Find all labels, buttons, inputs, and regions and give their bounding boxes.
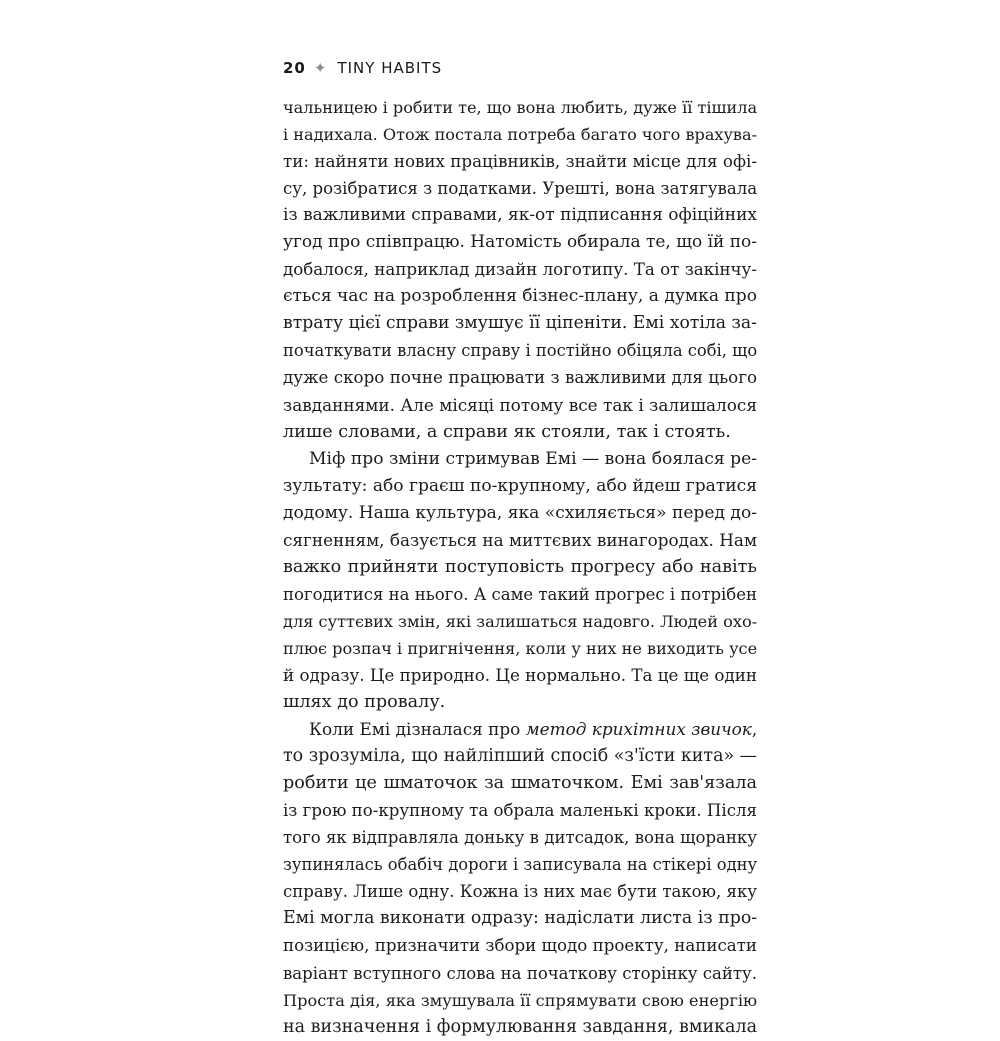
italic-method-name: метод крихітних звичок [525, 719, 752, 740]
text-line: і надихала. Отож постала потреба багато чого врахува- [283, 125, 757, 145]
text-line: чальницею і робити те, що вона любить, дуже її тішила [283, 98, 758, 117]
text-line: угод про співпрацю. Натомість обирала те, що їй по- [283, 232, 757, 253]
text-line: зультату: або граєш по-крупному, або йдеш гратися [283, 475, 757, 496]
text-line: Проста дія, яка змушувала її спрямувати свою енергію [283, 990, 758, 1010]
text-line: робити це шматочок за шматочком. Емі зав'язала [283, 773, 757, 794]
text-line: для суттєвих змін, які залишаться надовго. Людей охо- [283, 611, 758, 631]
body-text [283, 94, 757, 1041]
page-number: 20 [283, 59, 306, 77]
text-line: су, розібратися з податками. Урешті, вона затягувала [283, 179, 758, 199]
text-line: дуже скоро почне працювати з важливими для цього [283, 367, 757, 388]
text-line: варіант вступного слова на початкову сторінку сайту. [283, 963, 757, 983]
text-line: зупинялась обабіч дороги і записувала на стікері одну [283, 855, 758, 875]
text-line: сягненням, базується на миттєвих винагородах. Нам [283, 529, 758, 550]
text-line: на визначення і формулювання завдання, вмикала [283, 1016, 757, 1037]
text-line: додому. Наша культура, яка «схиляється» перед до- [283, 502, 757, 523]
paragraph-start-line: Міф про зміни стримував Емі — вона боялася ре- [309, 448, 757, 469]
text-line: того як відправляла доньку в дитсадок, вона щоранку [283, 828, 757, 848]
text-line: із грою по-крупному та обрала маленькі кроки. Після [283, 801, 757, 821]
text-line: важко прийняти поступовість прогресу або навіть [283, 556, 757, 577]
text-line: то зрозуміла, що найліпший спосіб «з'їсти кита» — [283, 746, 758, 767]
text-line: плює розпач і пригнічення, коли у них не виходить усе [283, 638, 758, 658]
text-line: початкувати власну справу і постійно обіцяла собі, що [283, 341, 758, 361]
running-head [283, 59, 442, 77]
text-line: погодитися на нього. А саме такий прогрес і потрібен [283, 584, 757, 604]
text-line: завданнями. Але місяці потому все так і залишалося [283, 394, 757, 415]
text-line: й одразу. Це природно. Це нормально. Та це ще один [283, 664, 757, 685]
text-line: справу. Лише одну. Кожна із них має бути такою, яку [283, 882, 757, 902]
paragraph-end-line: лише словами, а справи як стояли, так і стоять. [283, 421, 731, 442]
text-line: ти: найняти нових працівників, знайти місце для офі- [283, 151, 757, 172]
paragraph-end-line: шлях до провалу. [283, 692, 446, 713]
star-separator-icon: ✦ [313, 59, 328, 77]
text-line: із важливими справами, як-от підписання офіційних [283, 205, 757, 226]
text-line: втрату цієї справи змушує її ціпеніти. Емі хотіла за- [283, 313, 757, 334]
text-line: позицією, призначити збори щодо проекту, написати [283, 936, 757, 956]
paragraph-start-line [283, 716, 757, 743]
line-punctuation: , [751, 719, 758, 740]
book-title: TINY HABITS [337, 59, 443, 77]
text-line: добалося, наприклад дизайн логотипу. Та от закінчу- [283, 260, 757, 280]
text-line: Емі могла виконати одразу: надіслати листа із про- [283, 908, 758, 929]
text-line: ється час на розроблення бізнес-плану, а думка про [283, 286, 757, 307]
line-text: Коли Емі дізналася про [309, 719, 526, 740]
